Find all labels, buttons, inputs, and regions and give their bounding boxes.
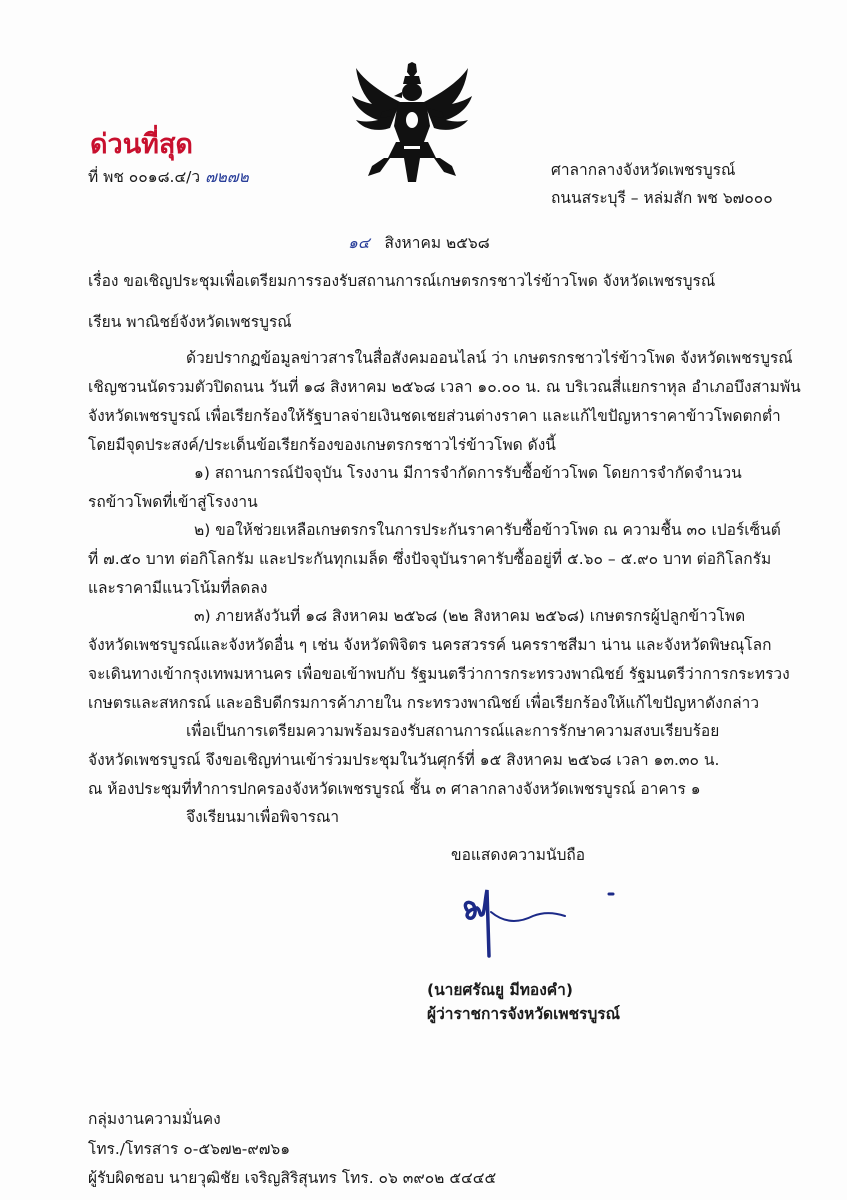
text-line: เพื่อเป็นการเตรียมความพร้อมรองรับสถานการณ์และการรักษาความสงบเรียบร้อย [186,722,720,740]
footer-department: กลุ่มงานความมั่นคง [88,1110,221,1128]
text-line: เชิญชวนนัดรวมตัวปิดถนน วันที่ ๑๘ สิงหาคม ๒๕๖๘ เวลา ๑๐.๐๐ น. ณ บริเวณสี่แยกราหุล อำเภอบึงสามพัน [88,378,801,396]
text-line: และราคามีแนวโน้มที่ลดลง [88,579,268,597]
footer-phone: โทร./โทรสาร ๐-๕๖๗๒-๙๗๖๑ [88,1140,291,1158]
text-line: ๑) สถานการณ์ปัจจุบัน โรงงาน มีการจำกัดการรับซื้อข้าวโพด โดยการจำกัดจำนวน [194,464,742,482]
document-number-handwritten: ๗๒๗๒ [205,168,249,186]
signer-name: (นายศรัณยู มีทองคำ) [427,981,573,999]
text-line: ด้วยปรากฏข้อมูลข่าวสารในสื่อสังคมออนไลน์ ว่า เกษตรกรชาวไร่ข้าวโพด จังหวัดเพชรบูรณ์ [186,349,793,367]
document-number [88,164,249,189]
office-address-line1: ศาลากลางจังหวัดเพชรบูรณ์ [551,161,736,179]
regards-text: ขอแสดงความนับถือ [451,846,586,864]
text-line: ๓) ภายหลังวันที่ ๑๘ สิงหาคม ๒๕๖๘ (๒๒ สิงหาคม ๒๕๖๘) เกษตรกรผู้ปลูกข้าวโพด [194,607,746,625]
text-line: รถข้าวโพดที่เข้าสู่โรงงาน [88,493,258,511]
date-day: ๑๔ [348,234,370,252]
text-line: จังหวัดเพชรบูรณ์ เพื่อเรียกร้องให้รัฐบาลจ่ายเงินชดเชยส่วนต่างราคา และแก้ไขปัญหาราคาข้าวโพดตกต่ำ [88,407,781,425]
text-line: โดยมีจุดประสงค์/ประเด็นข้อเรียกร้องของเกษตรกรชาวไร่ข้าวโพด ดังนี้ [88,436,556,454]
office-address-line2: ถนนสระบุรี – หล่มสัก พช ๖๗๐๐๐ [551,189,773,207]
text-line: จะเดินทางเข้ากรุงเทพมหานคร เพื่อขอเข้าพบกับ รัฐมนตรีว่าการกระทรวงพาณิชย์ รัฐมนตรีว่าการกระทรวง [88,665,790,683]
text-line: จังหวัดเพชรบูรณ์ จึงขอเชิญท่านเข้าร่วมประชุมในวันศุกร์ที่ ๑๕ สิงหาคม ๒๕๖๘ เวลา ๑๓.๓๐ น. [88,751,720,769]
document-date [348,230,490,255]
garuda-emblem-icon [350,62,474,184]
urgency-label: ด่วนที่สุด [90,129,193,160]
footer-responsible: ผู้รับผิดชอบ นายวุฒิชัย เจริญสิริสุนทร โทร. ๐๖ ๓๙๐๒ ๕๔๔๕ [88,1169,497,1187]
text-line: ที่ ๗.๕๐ บาท ต่อกิโลกรัม และประกันทุกเมล็ด ซึ่งปัจจุบันราคารับซื้ออยู่ที่ ๕.๖๐ – ๕.๙๐ บาท ต่อกิโลกรัม [88,550,772,568]
date-month-year: สิงหาคม ๒๕๖๘ [384,234,490,252]
text-line: เกษตรและสหกรณ์ และอธิบดีกรมการค้าภายใน กระทรวงพาณิชย์ เพื่อเรียกร้องให้แก้ไขปัญหาดังกล่าว [88,694,760,712]
handwritten-signature [455,870,615,960]
subject-line: เรื่อง ขอเชิญประชุมเพื่อเตรียมการรองรับสถานการณ์เกษตรกรชาวไร่ข้าวโพด จังหวัดเพชรบูรณ์ [88,272,716,290]
text-line: จังหวัดเพชรบูรณ์และจังหวัดอื่น ๆ เช่น จังหวัดพิจิตร นครสวรรค์ นครราชสีมา น่าน และจังหวัดพิษณุโลก [88,636,772,654]
signer-position: ผู้ว่าราชการจังหวัดเพชรบูรณ์ [427,1005,620,1023]
recipient-line: เรียน พาณิชย์จังหวัดเพชรบูรณ์ [88,313,292,331]
closing-line: จึงเรียนมาเพื่อพิจารณา [186,808,340,826]
text-line: ๒) ขอให้ช่วยเหลือเกษตรกรในการประกันราคารับซื้อข้าวโพด ณ ความชื้น ๓๐ เปอร์เซ็นต์ [194,521,781,539]
document-number-prefix: ที่ พช ๐๐๑๘.๔/ว [88,168,201,186]
text-line: ณ ห้องประชุมที่ทำการปกครองจังหวัดเพชรบูรณ์ ชั้น ๓ ศาลากลางจังหวัดเพชรบูรณ์ อาคาร ๑ [88,780,701,798]
